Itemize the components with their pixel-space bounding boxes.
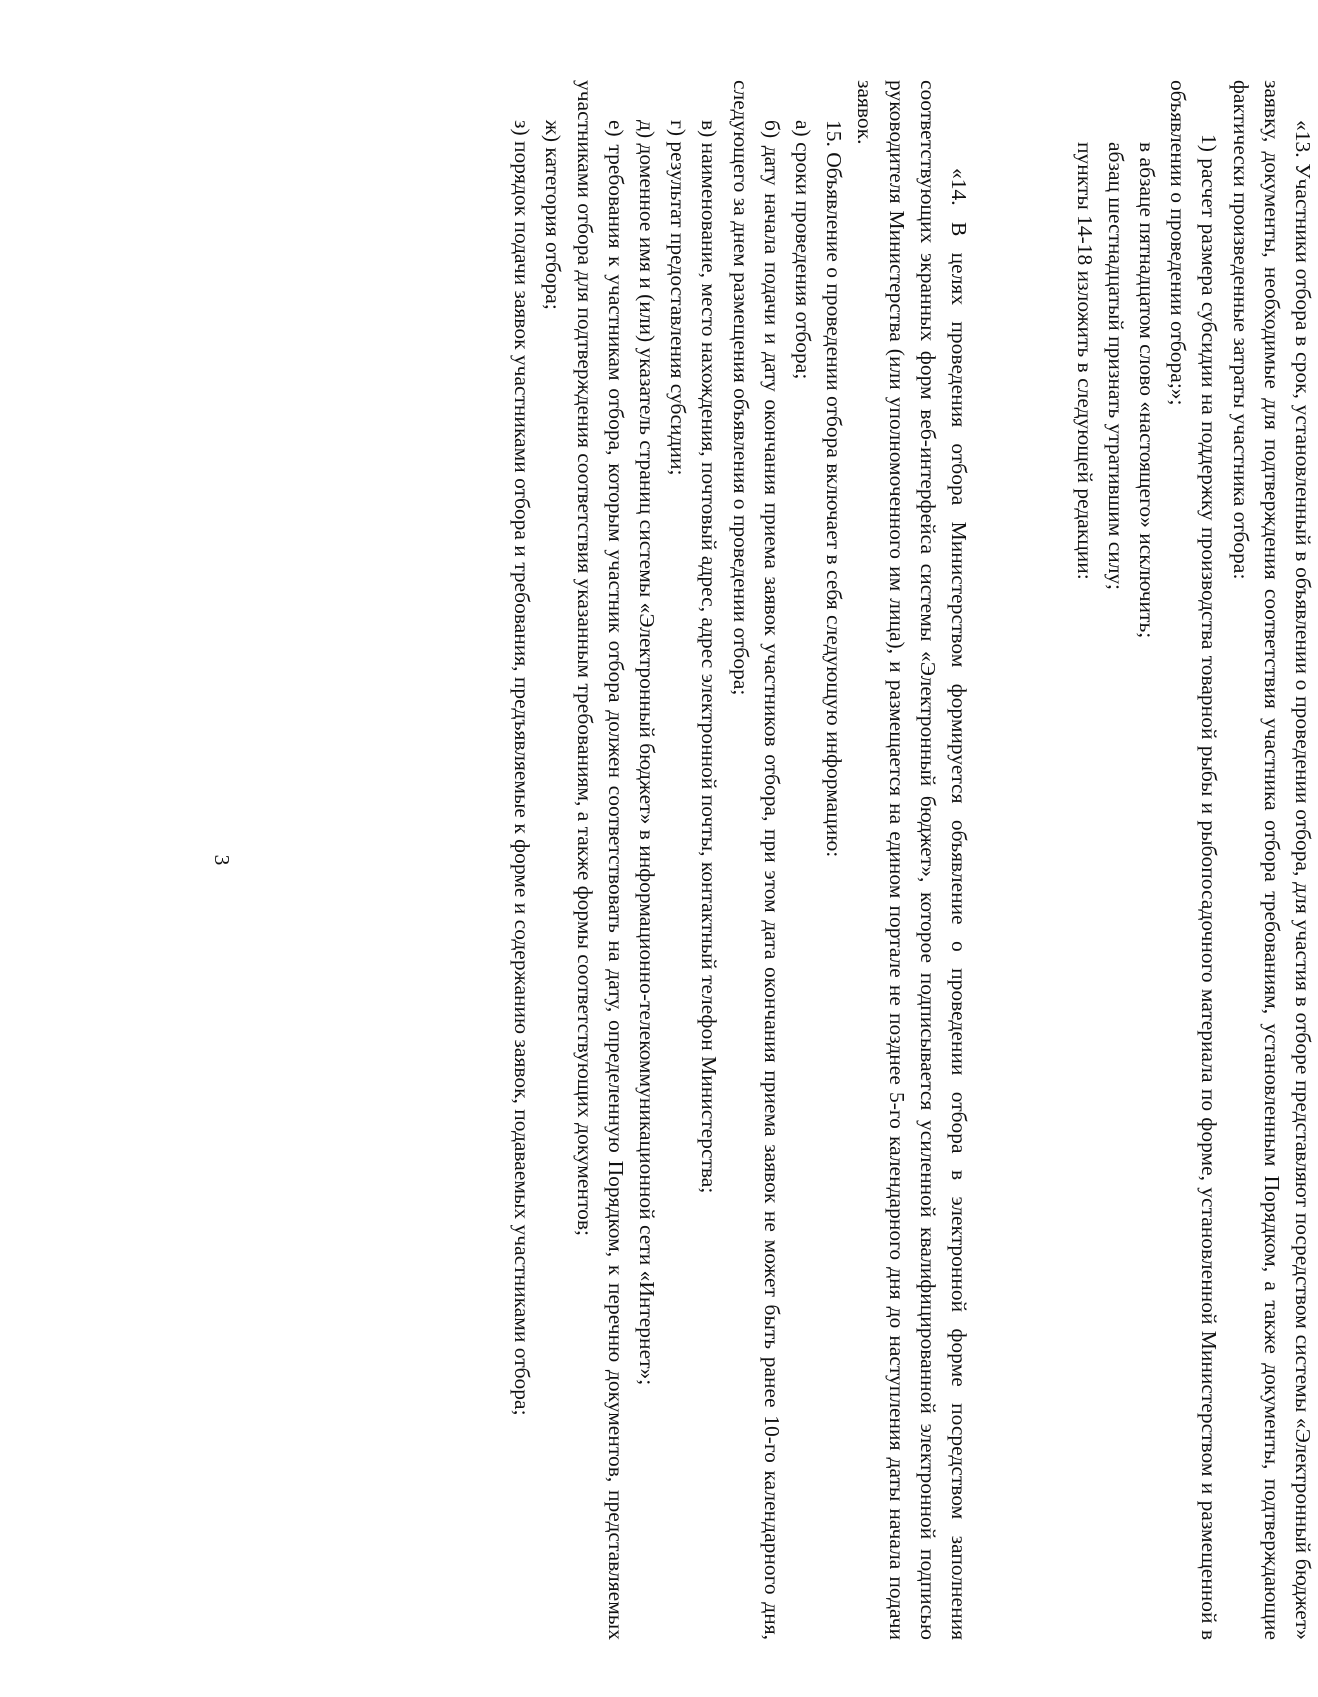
paragraph-item-13: «13. Участники отбора в срок, установленный в объявлении о проведении отбора, для участия в отборе представляют посредством системы «Электронный бюджет» заявку, документы, необходимые для подтверждения соответствия участника отбора требованиям, установленным Порядком, а также документы, подтверждающие фактически произведенные затраты участника отбора:: [1228, 80, 1315, 1640]
paragraph-sixteenth-abzac: абзац шестнадцатый признать утратившим силу;: [1103, 142, 1128, 590]
paragraph-subsidy-calculation: 1) расчет размера субсидии на поддержку производства товарной рыбы и рыбопосадочного материала по форме, установленной Министерством и размещенной в объявлении о проведении отбора;»;: [1166, 80, 1222, 1640]
paragraph-item-14: «14. В целях проведения отбора Министерством формируется объявление о проведении отбора в электронной форме посредством заполнения соответствующих экранных форм веб-интерфейса системы «Электронный бюджет», которое подписывается усиленной квалифицированной электронной подписью руководителя Министерства (или уполномоченного им лица), и размещается на едином портале не позднее 5-го календарного дня до наступления даты начала подачи заявок.: [853, 80, 971, 1640]
paragraph-item-15: 15. Объявление о проведении отбора включает в себя следующую информацию:: [822, 120, 847, 858]
paragraph-sub-z: з) порядок подачи заявок участниками отбора и требования, предъявляемые к форме и содержанию заявок, подаваемых участниками отбора;: [510, 120, 535, 1416]
text-block-upper: [1068, 80, 1318, 1640]
paragraph-fifteenth-abzac: в абзаце пятнадцатом слово «настоящего» исключить;: [1134, 142, 1159, 639]
paragraph-points-14-18: пункты 14-18 изложить в следующей редакции:: [1072, 142, 1097, 580]
paragraph-sub-zh: ж) категория отбора;: [541, 120, 566, 310]
paragraph-sub-d: д) доменное имя и (или) указатель страниц системы «Электронный бюджет» в информационно-телекоммуникационной сети «Интернет»;: [634, 120, 659, 1386]
paragraph-sub-e: е) требования к участникам отбора, которым участник отбора должен соответствовать на дату, определенную Порядком, к перечню документов, представляемых участниками отбора для подтверждения соответствия указанным требованиям, а также формы соответствующих документов;: [572, 80, 628, 1640]
page-number: 3: [210, 854, 234, 866]
paragraph-sub-a: а) сроки проведения отбора;: [790, 120, 815, 380]
paragraph-sub-v: в) наименование, место нахождения, почтовый адрес, адрес электронной почты, контактный телефон Министерства;: [697, 120, 722, 1194]
paragraph-sub-b: б) дату начала подачи и дату окончания приема заявок участников отбора, при этом дата окончания приема заявок не может быть ранее 10-го календарного дня, следующего за днем размещения объявления о проведении отбора;: [728, 80, 784, 1640]
text-block-lower: [506, 80, 974, 1640]
paragraph-sub-g: г) результат предоставления субсидии;: [666, 120, 691, 476]
